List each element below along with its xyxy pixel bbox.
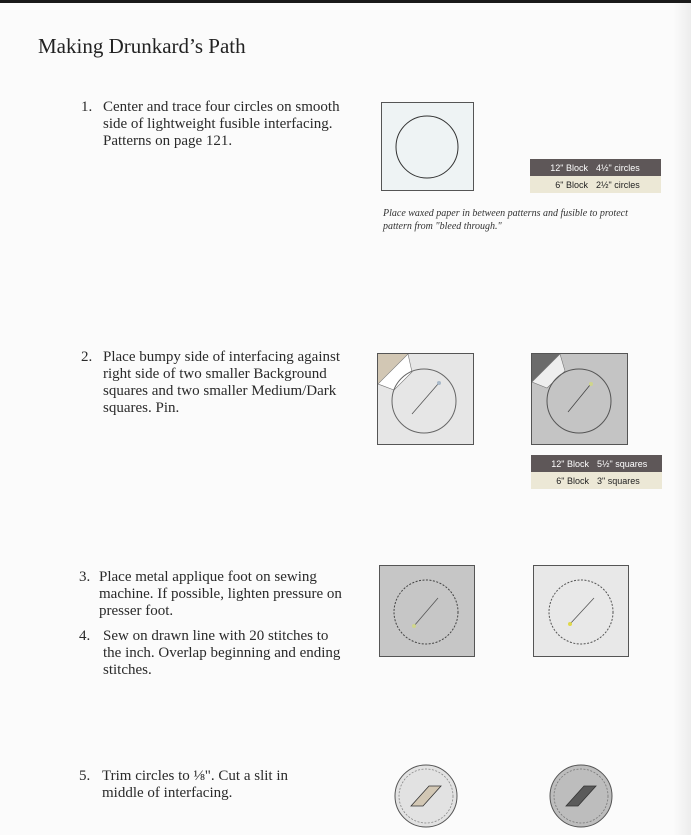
- stitched-circle-icon: [380, 566, 474, 656]
- stitched-circle-icon: [534, 566, 628, 656]
- size-row: [530, 159, 661, 176]
- step-2: [81, 349, 371, 419]
- step-number: 2.: [81, 349, 93, 365]
- traced-circle-illustration: [381, 102, 474, 191]
- step-number: 5.: [79, 768, 91, 784]
- trimmed-dark-circle-icon: [548, 762, 616, 830]
- step-number: 4.: [79, 628, 91, 644]
- step-text: [103, 349, 340, 417]
- step-line: presser foot.: [99, 603, 174, 619]
- step-4: [79, 628, 369, 680]
- step-line: squares and two smaller Medium/Dark: [103, 383, 337, 399]
- step-line: Center and trace four circles on smooth: [103, 99, 340, 115]
- size-value: 2½" circles: [596, 179, 640, 190]
- block-label: 12" Block: [551, 458, 589, 469]
- trimmed-light-circle-icon: [393, 762, 461, 830]
- waxed-paper-note: Place waxed paper in between patterns and fusible to protect pattern from "bleed through.": [383, 208, 628, 232]
- size-value: 5½" squares: [597, 458, 648, 469]
- pinned-interfacing-icon: [378, 354, 473, 444]
- circle-outline-icon: [382, 103, 473, 190]
- step-line: squares. Pin.: [103, 400, 180, 416]
- step-line: Place metal applique foot on sewing: [99, 569, 317, 585]
- block-label: 6" Block: [556, 475, 589, 486]
- square-size-table: [531, 455, 662, 489]
- step-5: [79, 768, 369, 804]
- background-square-illustration: [377, 353, 474, 445]
- sewn-dark-square-illustration: [379, 565, 475, 657]
- step-text: [103, 628, 340, 679]
- step-3: [79, 569, 369, 621]
- step-1: [81, 99, 371, 159]
- step-text: [99, 569, 342, 620]
- size-row: [531, 455, 662, 472]
- step-line: machine. If possible, lighten pressure on: [99, 586, 342, 602]
- step-number: 1.: [81, 99, 93, 115]
- circle-size-table: [530, 159, 661, 193]
- top-rule: [0, 0, 691, 3]
- step-text: [102, 768, 288, 802]
- step-line: middle of interfacing.: [102, 785, 233, 801]
- sewn-light-square-illustration: [533, 565, 629, 657]
- page-shadow: [673, 0, 691, 835]
- step-line: side of lightweight fusible interfacing.: [103, 116, 333, 132]
- step-line: stitches.: [103, 662, 152, 678]
- size-row: [530, 176, 661, 193]
- step-line: Place bumpy side of interfacing against: [103, 349, 341, 365]
- step-line: Sew on drawn line with 20 stitches to: [103, 628, 329, 644]
- dark-square-illustration: [531, 353, 628, 445]
- step-line: right side of two smaller Background: [103, 366, 327, 382]
- block-label: 6" Block: [555, 179, 588, 190]
- size-row: [531, 472, 662, 489]
- step-line: the inch. Overlap beginning and ending: [103, 645, 341, 661]
- step-number: 3.: [79, 569, 91, 585]
- pinned-interfacing-icon: [532, 354, 627, 444]
- step-line: Patterns on page 121.: [103, 133, 233, 149]
- page-title: Making Drunkard’s Path: [38, 34, 246, 58]
- block-label: 12" Block: [550, 162, 588, 173]
- size-value: 4½" circles: [596, 162, 640, 173]
- step-text: [103, 99, 340, 150]
- size-value: 3" squares: [597, 475, 640, 486]
- step-line: Trim circles to ⅛". Cut a slit in: [102, 768, 288, 784]
